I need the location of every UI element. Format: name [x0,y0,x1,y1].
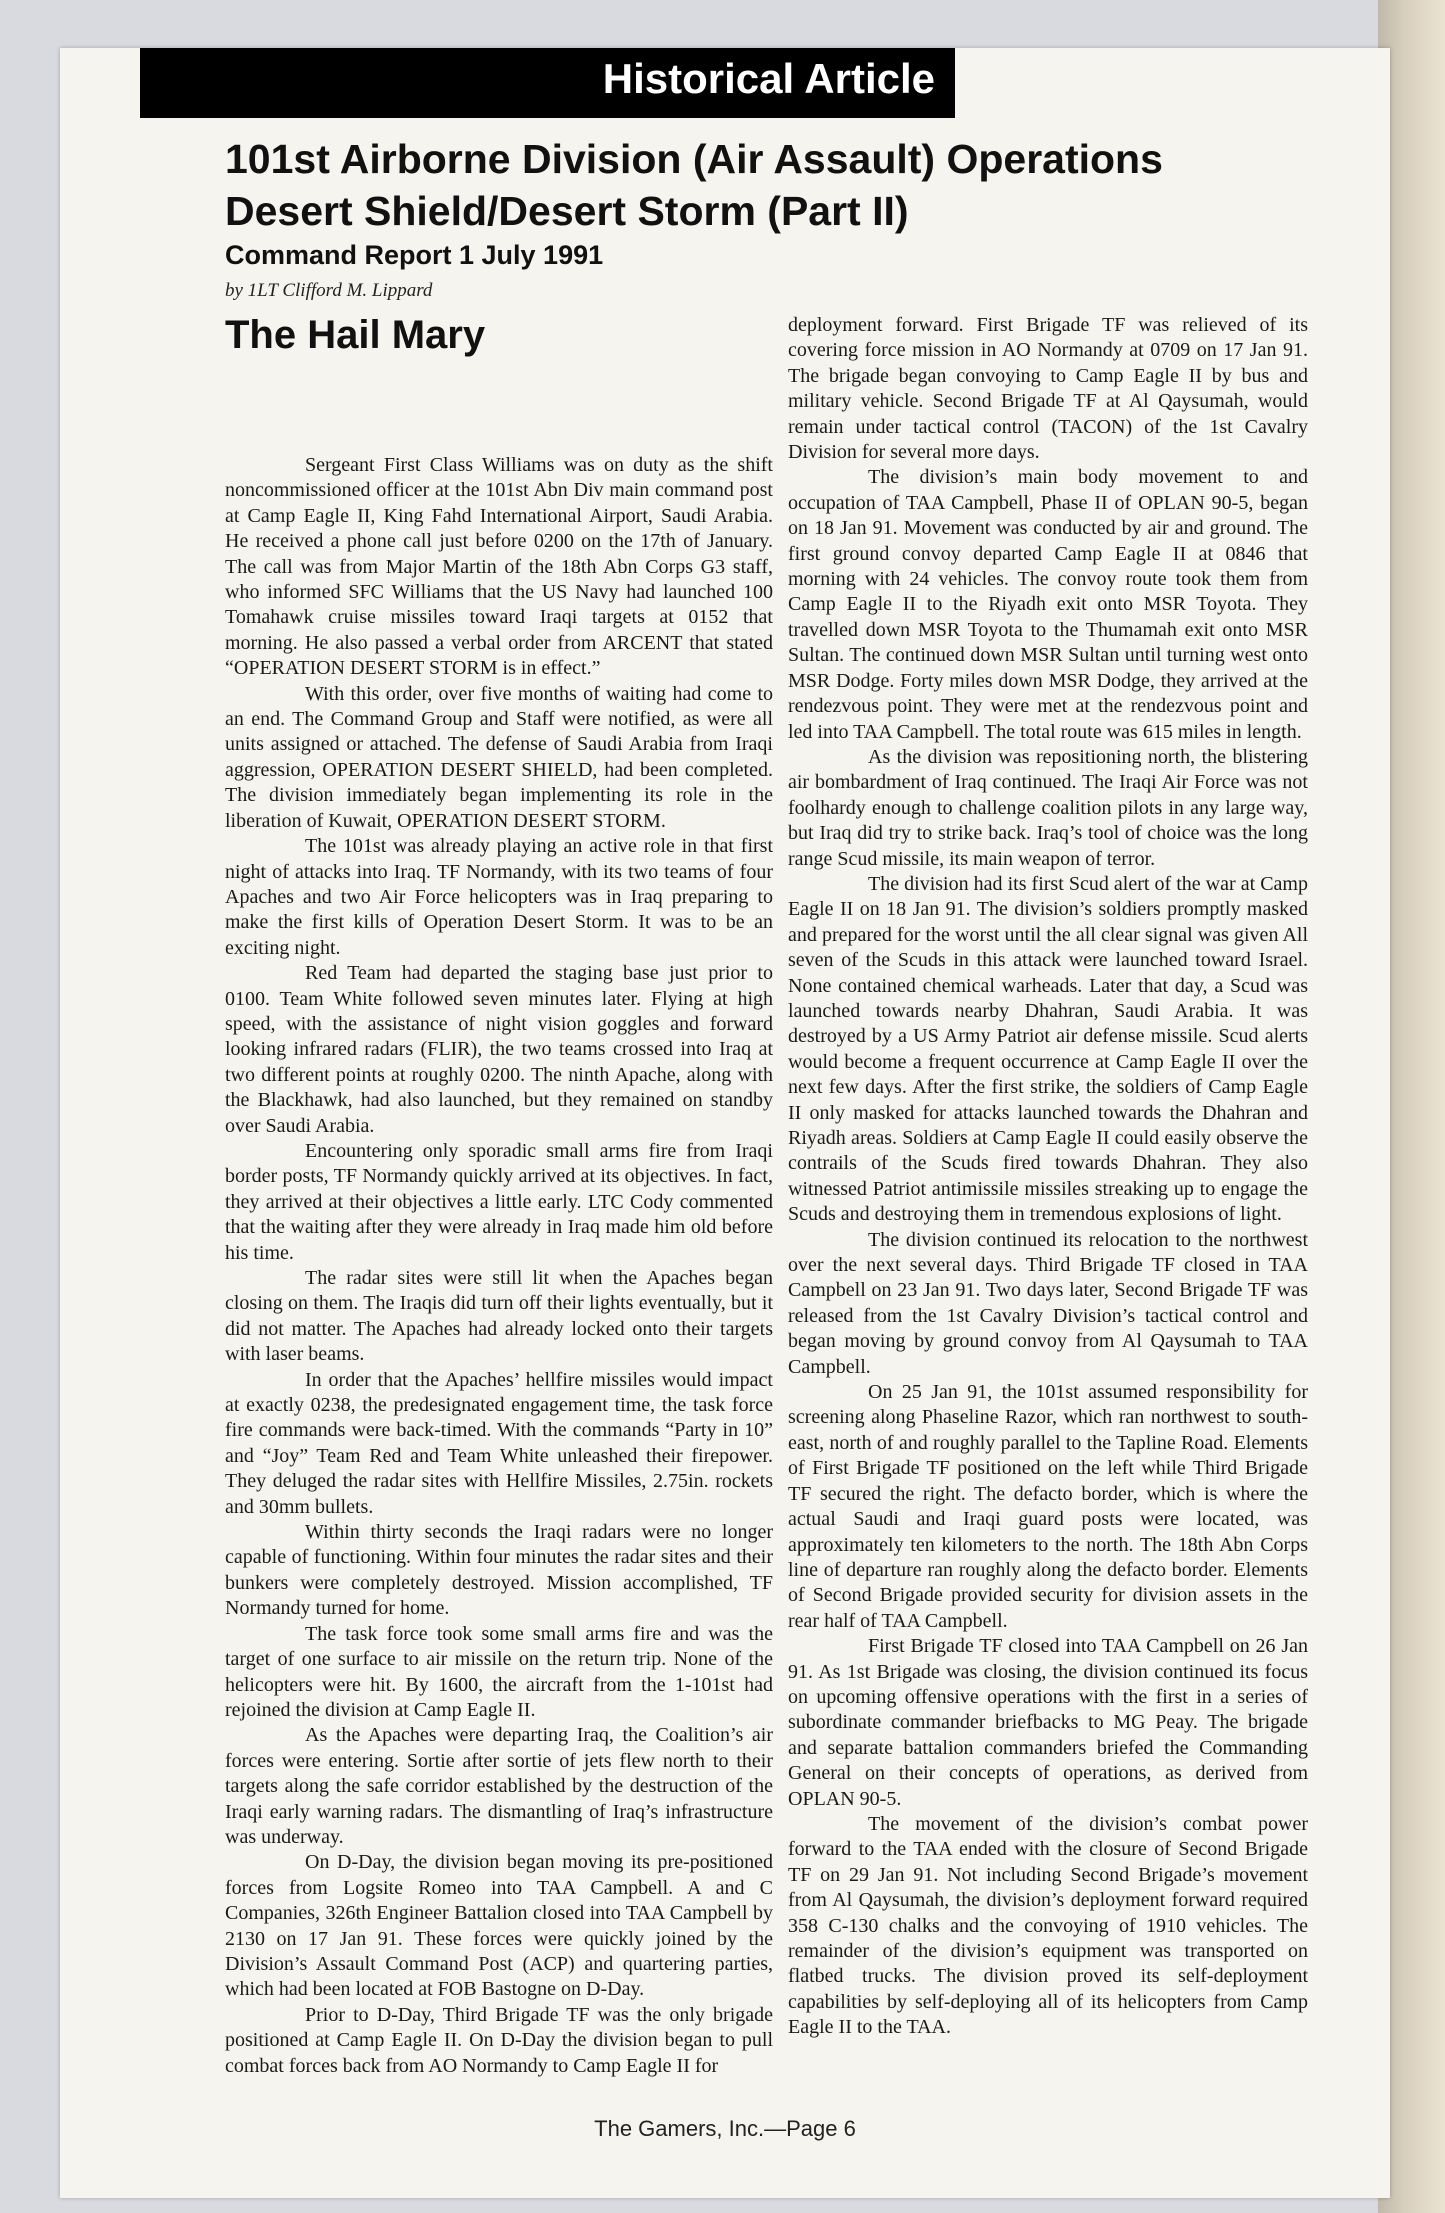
paragraph: With this order, over five months of waiting had come to an end. The Command Group and Staff were notified, as were all units assigned or attached. The defense of Saudi Arabia from Iraqi aggression, OPERATION DESERT SHIELD, had been completed. The division immediately began implementing its role in the liberation of Kuwait, OPERATION DESERT STORM. [225,682,773,832]
magazine-page [60,48,1390,2198]
paragraph: First Brigade TF closed into TAA Campbell on 26 Jan 91. As 1st Brigade was closing, the division continued its focus on upcoming offensive operations with the first in a series of subordinate commander briefbacks to MG Peay. The brigade and separate battalion commanders briefed the Commanding General on their concepts of operations, as derived from OPLAN 90-5. [788,1635,1308,1810]
paragraph: The radar sites were still lit when the Apaches began closing on them. The Iraqis did turn off their lights eventually, but it did not matter. The Apaches had already locked onto their targets with laser beams. [225,1267,773,1366]
report-subtitle: Command Report 1 July 1991 [225,240,604,270]
title-line-1: 101st Airborne Division (Air Assault) Operations [225,136,1163,182]
paragraph: Prior to D-Day, Third Brigade TF was the only brigade positioned at Camp Eagle II. On D-Day the division began to pull combat forces back from AO Normandy to Camp Eagle II for [225,2003,773,2077]
section-heading: The Hail Mary [225,313,486,357]
paragraph: Red Team had departed the staging base just prior to 0100. Team White followed seven minutes later. Flying at high speed, with the assistance of night vision goggles and forward looking infrared radars (FLIR), the two teams crossed into Iraq at two different points at roughly 0200. The ninth Apache, along with the Blackhawk, had also launched, but they remained on standby over Saudi Arabia. [225,962,773,1137]
title-line-2: Desert Shield/Desert Storm (Part II) [225,188,909,234]
paragraph: The division continued its relocation to the northwest over the next several days. Third Brigade TF closed in TAA Campbell on 23 Jan 91. Two days later, Second Brigade TF was released from the 1st Cavalry Division’s tactical control and began moving by ground convoy from Al Qaysumah to TAA Campbell. [788,1228,1308,1378]
banner-label: Historical Article [602,55,935,102]
paragraph: As the Apaches were departing Iraq, the Coalition’s air forces were entering. Sortie after sortie of jets flew north to their targets along the safe corridor established by the destruction of the Iraqi early warning radars. The dismantling of Iraq’s infrastructure was underway. [225,1724,773,1848]
paragraph: The movement of the division’s combat power forward to the TAA ended with the closure of Second Brigade TF on 29 Jan 91. Not including Second Brigade’s movement from Al Qaysumah, the division’s deployment forward required 358 C-130 chalks and the convoying of 1910 vehicles. The remainder of the division’s equipment was transported on flatbed trucks. The division proved its self-deployment capabilities by self-deploying all of its helicopters from Camp Eagle II to the TAA. [788,1812,1308,2039]
paragraph: Within thirty seconds the Iraqi radars were no longer capable of functioning. Within four minutes the radar sites and their bunkers were completely destroyed. Mission accomplished, TF Normandy turned for home. [225,1521,773,1620]
paragraph: deployment forward. First Brigade TF was relieved of its covering force mission in AO Normandy at 0709 on 17 Jan 91. The brigade began convoying to Camp Eagle II by bus and military vehicle. Second Brigade TF at Al Qaysumah, would remain under tactical control (TACON) of the 1st Cavalry Division for several more days. [788,314,1308,464]
paragraph: In order that the Apaches’ hellfire missiles would impact at exactly 0238, the predesignated engagement time, the task force fire commands were back-timed. With the commands “Party in 10” and “Joy” Team Red and Team White unleashed their firepower. They deluged the radar sites with Hellfire Missiles, 2.75in. rockets and 30mm bullets. [225,1368,773,1518]
paragraph: On D-Day, the division began moving its pre-positioned forces from Logsite Romeo into TAA Campbell. A and C Companies, 326th Engineer Battalion closed into TAA Campbell by 2130 on 17 Jan 91. These forces were quickly joined by the Division’s Assault Command Post (ACP) and quartering parties, which had been located at FOB Bastogne on D-Day. [225,1851,773,2001]
paragraph: Sergeant First Class Williams was on duty as the shift noncommissioned officer at the 101st Abn Div main command post at Camp Eagle II, King Fahd International Airport, Saudi Arabia. He received a phone call just before 0200 on the 17th of January. The call was from Major Martin of the 18th Abn Corps G3 staff, who informed SFC Williams that the US Navy had launched 100 Tomahawk cruise missiles toward Iraqi targets at 0152 that morning. He also passed a verbal order from ARCENT that stated “OPERATION DESERT STORM is in effect.” [225,454,773,680]
byline: by 1LT Clifford M. Lippard [225,280,433,301]
paragraph: The division’s main body movement to and occupation of TAA Campbell, Phase II of OPLAN 90-5, began on 18 Jan 91. Movement was conducted by air and ground. The first ground convoy departed Camp Eagle II at 0846 that morning with 24 vehicles. The convoy route took them from Camp Eagle II to the Riyadh exit onto MSR Toyota. They travelled down MSR Toyota to the Thumamah exit onto MSR Sultan. The continued down MSR Sultan until turning west onto MSR Dodge. Forty miles down MSR Dodge, they arrived at the rendezvous point. They were met at the rendezvous point and led into TAA Campbell. The total route was 615 miles in length. [788,466,1308,743]
paragraph: The division had its first Scud alert of the war at Camp Eagle II on 18 Jan 91. The division’s soldiers promptly masked and prepared for the worst until the all clear signal was given All seven of the Scuds in this attack were launched toward Israel. None contained chemical warheads. Later that day, a Scud was launched towards nearby Dhahran, Saudi Arabia. It was destroyed by a US Army Patriot air defense missile. Scud alerts would become a frequent occurrence at Camp Eagle II over the next few days. After the first strike, the soldiers of Camp Eagle II only masked for attacks launched towards the Dhahran and Riyadh areas. Soldiers at Camp Eagle II could easily observe the contrails of the Scuds fired towards Dhahran. They also witnessed Patriot antimissile missiles streaking up to engage the Scuds and destroying them in tremendous explosions of light. [788,872,1308,1226]
article-title [225,133,1325,237]
paragraph: As the division was repositioning north, the blistering air bombardment of Iraq continued. The Iraqi Air Force was not foolhardy enough to challenge coalition pilots in any large way, but Iraq did try to strike back. Iraq’s tool of choice was the long range Scud missile, its main weapon of terror. [788,745,1308,870]
section-banner [140,48,955,118]
paragraph: The task force took some small arms fire and was the target of one surface to air missile on the return trip. None of the helicopters were hit. By 1600, the aircraft from the 1-101st had rejoined the division at Camp Eagle II. [225,1622,773,1721]
paragraph: Encountering only sporadic small arms fire from Iraqi border posts, TF Normandy quickly arrived at its objectives. In fact, they arrived at their objectives a little early. LTC Cody commented that the waiting after they were already in Iraq made him old before his time. [225,1139,773,1264]
page-footer: The Gamers, Inc.—Page 6 [594,2116,856,2141]
paragraph: On 25 Jan 91, the 101st assumed responsibility for screening along Phaseline Razor, which ran northwest to south-east, north of and roughly parallel to the Tapline Road. Elements of First Brigade TF positioned on the left while Third Brigade TF secured the right. The defacto border, which is where the actual Saudi and Iraqi guard posts were located, was approximately ten kilometers to the north. The 18th Abn Corps line of departure ran roughly along the defacto border. Elements of Second Brigade provided security for division assets in the rear half of TAA Campbell. [788,1381,1308,1632]
right-column [788,313,1308,2041]
left-column [225,453,773,2079]
paragraph: The 101st was already playing an active role in that first night of attacks into Iraq. TF Normandy, with its two teams of four Apaches and two Air Force helicopters was in Iraq preparing to make the first kills of Operation Desert Storm. It was to be an exciting night. [225,835,773,959]
